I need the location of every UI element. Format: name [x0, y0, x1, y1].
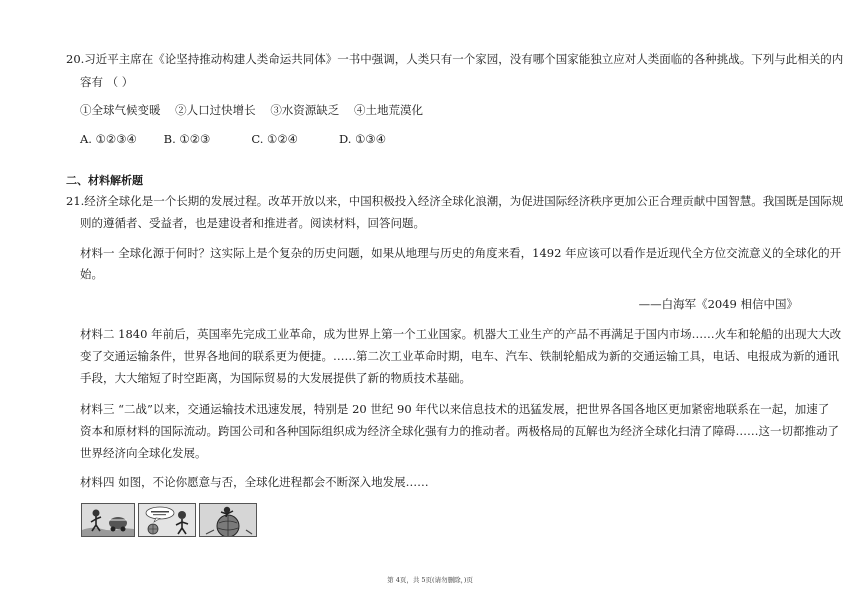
cartoon-panel-1 — [81, 503, 135, 537]
material-1-text-continued: 始。 — [80, 267, 103, 281]
item-3: ③水资源缺乏 — [270, 103, 340, 117]
material-3-text-line-3: 世界经济向全球化发展。 — [80, 446, 207, 460]
globalization-cartoon-strip — [81, 503, 256, 535]
option-c: C. ①②④ — [251, 132, 298, 146]
material-3-text-line-2: 资本和原材料的国际流动。跨国公司和各种国际组织成为经济全球化强有力的推动者。两极格局的瓦解也为经济全球化扫清了障碍……这一切都推动了 — [80, 424, 839, 438]
question-20-stem: 20.习近平主席在《论坚持推动构建人类命运共同体》一书中强调，人类只有一个家园，没有哪个国家能独立应对人类面临的各种挑战。下列与此相关的内 — [66, 52, 844, 66]
material-3-text: 材料三 “二战”以来，交通运输技术迅速发展，特别是 20 世纪 90 年代以来信息技术的迅猛发展，把世界各国各地区更加紧密地联系在一起，加速了 — [80, 402, 830, 416]
item-4: ④土地荒漠化 — [353, 103, 423, 117]
question-21-stem-continued: 则的遵循者、受益者，也是建设者和推进者。阅读材料，回答问题。 — [80, 216, 425, 230]
page-footer: 第 4页，共 5页(请勿删除，)页 — [387, 576, 473, 584]
item-1: ①全球气候变暖 — [80, 103, 161, 117]
material-4-text: 材料四 如图，不论你愿意与否，全球化进程都会不断深入地发展…… — [80, 475, 429, 489]
option-b: B. ①②③ — [163, 132, 211, 146]
question-21-stem: 21.经济全球化是一个长期的发展过程。改革开放以来，中国积极投入经济全球化浪潮，为促进国际经济秩序更加公正合理贡献中国智慧。我国既是国际规 — [66, 194, 844, 208]
section-heading: 二、材料解析题 — [66, 174, 143, 187]
material-1-source: ——白海军《2049 相信中国》 — [638, 297, 798, 311]
option-d: D. ①③④ — [338, 132, 387, 146]
question-20-options — [80, 131, 386, 147]
question-20-items — [80, 102, 434, 118]
cartoon-panel-3 — [199, 503, 257, 537]
item-2: ②人口过快增长 — [175, 103, 256, 117]
material-2-text-line-2: 变了交通运输条件，世界各地间的联系更为便捷。……第二次工业革命时期，电车、汽车、铁制轮船成为新的交通运输工具，电话、电报成为新的通讯 — [80, 349, 839, 363]
material-1-text: 材料一 全球化源于何时？这实际上是个复杂的历史问题，如果从地理与历史的角度来看，1492 年应该可以看作是近现代全方位交流意义的全球化的开 — [80, 246, 842, 260]
material-2-text: 材料二 1840 年前后，英国率先完成工业革命，成为世界上第一个工业国家。机器大工业生产的产品不再满足于国内市场……火车和轮船的出现大大改 — [80, 327, 842, 341]
question-20-stem-continued: 容有 （ ） — [80, 75, 134, 89]
option-a: A. ①②③④ — [80, 132, 137, 146]
material-2-text-line-3: 手段，大大缩短了时空距离，为国际贸易的大发展提供了新的物质技术基础。 — [80, 371, 471, 385]
cartoon-panel-2 — [138, 503, 196, 537]
